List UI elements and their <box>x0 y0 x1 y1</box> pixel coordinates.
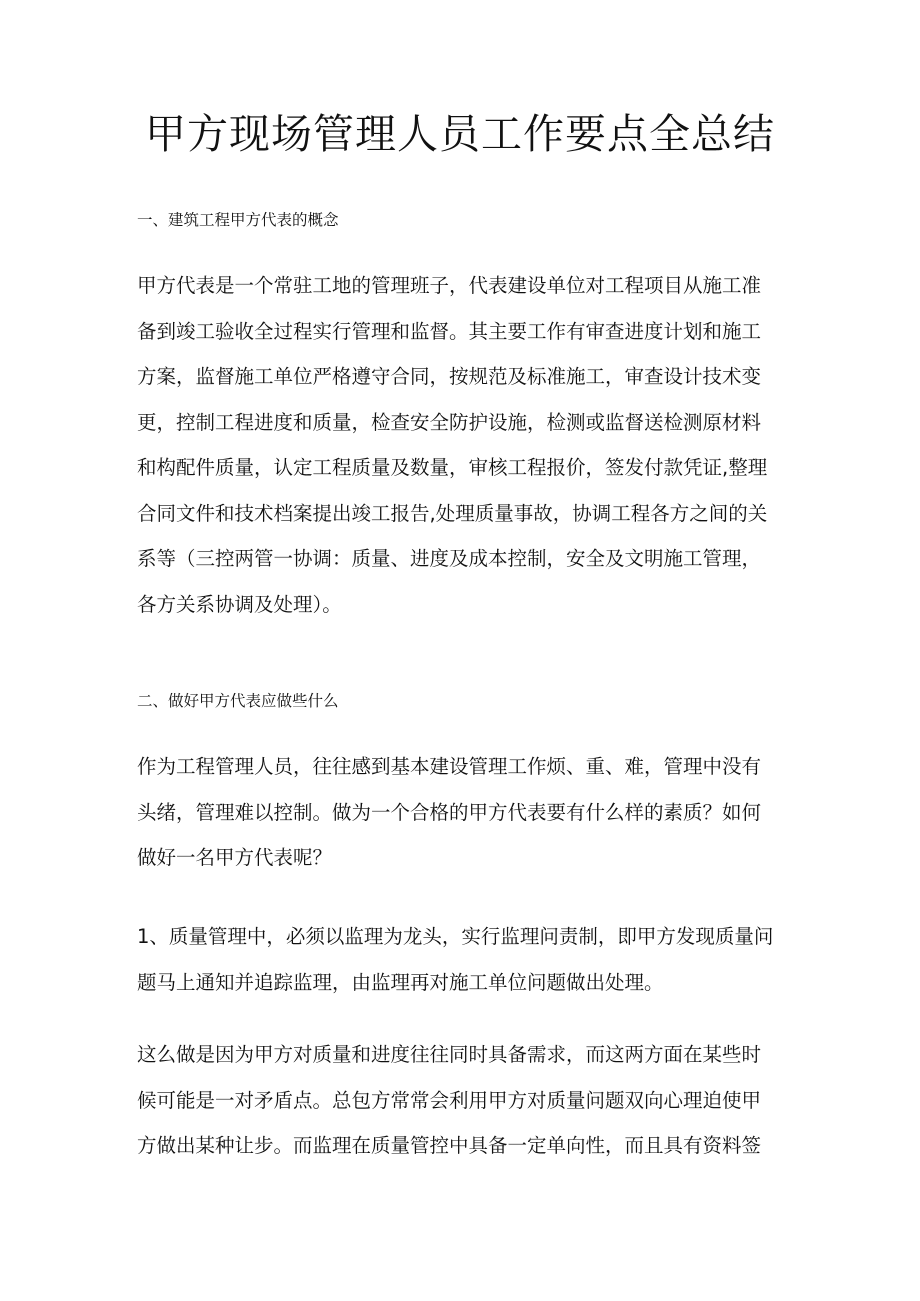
section-heading-duties: 二、做好甲方代表应做些什么 <box>137 692 339 710</box>
paragraph-line: 题马上通知并追踪监理，由监理再对施工单位问题做出处理。 <box>137 970 664 994</box>
paragraph-line: 系等（三控两管一协调：质量、进度及成本控制，安全及文明施工管理， <box>137 547 762 570</box>
section-heading-concept: 一、建筑工程甲方代表的概念 <box>137 211 339 229</box>
paragraph-line: 方做出某种让步。而监理在质量管控中具备一定单向性，而且具有资料签 <box>137 1134 762 1157</box>
document-title: 甲方现场管理人员工作要点全总结 <box>145 110 775 158</box>
paragraph-line: 做好一名甲方代表呢？ <box>137 846 333 869</box>
paragraph-line: 备到竣工验收全过程实行管理和监督。其主要工作有审查进度计划和施工 <box>137 319 762 343</box>
paragraph-line: 1、质量管理中，必须以监理为龙头，实行监理问责制，即甲方发现质量问 <box>137 925 774 948</box>
paragraph-line: 甲方代表是一个常驻工地的管理班子，代表建设单位对工程项目从施工准 <box>137 274 762 297</box>
paragraph-line: 候可能是一对矛盾点。总包方常常会利用甲方对质量问题双向心理迫使甲 <box>137 1088 762 1112</box>
paragraph-line: 头绪，管理难以控制。做为一个合格的甲方代表要有什么样的素质？如何 <box>137 800 762 824</box>
paragraph-quality-management <box>137 914 787 1005</box>
paragraph-intro <box>137 744 787 881</box>
paragraph-line: 更，控制工程进度和质量，检查安全防护设施，检测或监督送检测原材料 <box>137 410 762 434</box>
paragraph-line: 作为工程管理人员，往往感到基本建设管理工作烦、重、难，管理中没有 <box>137 755 762 778</box>
paragraph-reasoning <box>137 1032 787 1169</box>
paragraph-line: 这么做是因为甲方对质量和进度往往同时具备需求，而这两方面在某些时 <box>137 1043 762 1066</box>
paragraph-line: 和构配件质量，认定工程质量及数量，审核工程报价，签发付款凭证,整理 <box>137 456 768 479</box>
paragraph-line: 合同文件和技术档案提出竣工报告,处理质量事故，协调工程各方之间的关 <box>137 501 768 525</box>
paragraph-definition <box>137 263 787 627</box>
paragraph-line: 方案，监督施工单位严格遵守合同，按规范及标准施工，审查设计技术变 <box>137 365 762 388</box>
paragraph-line: 各方关系协调及处理）。 <box>137 592 342 616</box>
